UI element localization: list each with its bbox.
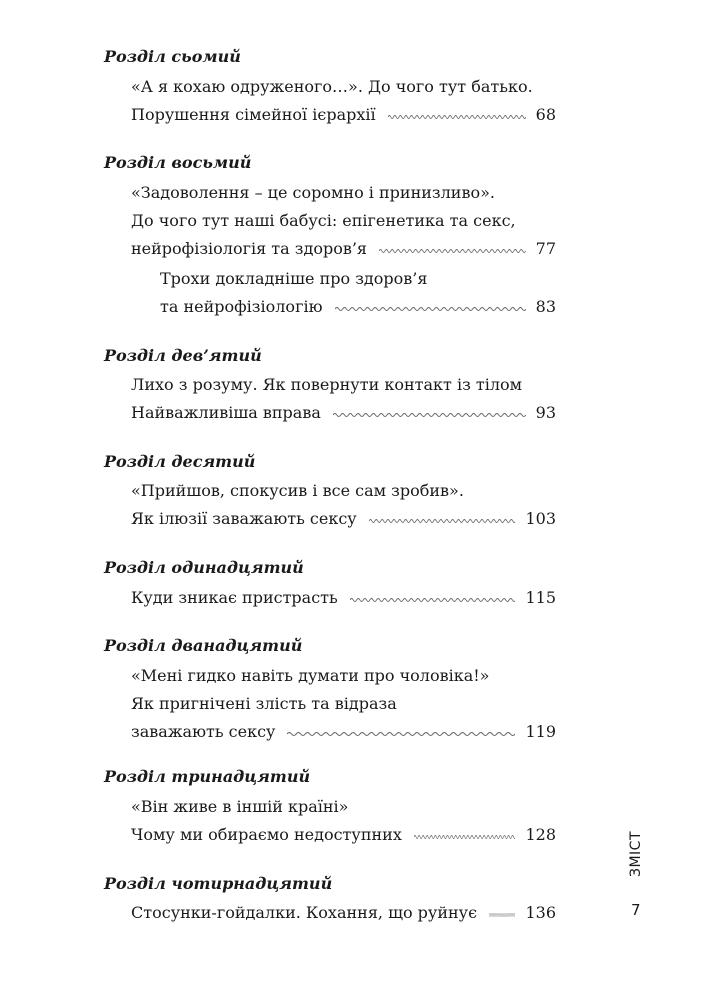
toc-entry: [131, 825, 556, 845]
subsection-line: Трохи докладніше про здоров’я: [160, 269, 428, 288]
entry-page-number: 103: [525, 509, 556, 528]
toc-entry: [131, 509, 556, 529]
chapter-heading: Розділ чотирнадцятий: [104, 874, 333, 893]
entry-page-number: 83: [535, 297, 556, 316]
leader: [489, 911, 515, 919]
wavy-leader-line: [335, 305, 526, 313]
entry-page-number: 93: [535, 403, 556, 422]
chapter-heading: Розділ дванадцятий: [104, 636, 303, 655]
chapter-subtitle-line: «Задоволення – це соромно і принизливо».: [131, 183, 495, 202]
entry-title: Порушення сімейної ієрархії: [131, 105, 376, 124]
wavy-leader-line: [369, 517, 516, 525]
wavy-leader-line: [333, 411, 526, 419]
chapter-heading: Розділ тринадцятий: [104, 767, 311, 786]
entry-page-number: 68: [535, 105, 556, 124]
chapter-heading: Розділ десятий: [104, 452, 256, 471]
toc-entry: [131, 588, 556, 608]
leader: [379, 247, 526, 255]
entry-title: Стосунки-гойдалки. Кохання, що руйнує: [131, 903, 478, 922]
toc-entry: [131, 403, 556, 423]
leader: [414, 833, 516, 841]
leader: [335, 305, 526, 313]
toc-entry: [131, 903, 556, 923]
leader: [287, 730, 515, 738]
toc-entry: [131, 105, 556, 125]
entry-page-number: 119: [525, 722, 556, 741]
entry-title: та нейрофізіологію: [160, 297, 323, 316]
wavy-leader-line: [350, 596, 516, 604]
toc-entry: [131, 239, 556, 259]
chapter-heading: Розділ сьомий: [104, 47, 241, 66]
wavy-leader-line: [287, 730, 515, 738]
chapter-subtitle-line: Лихо з розуму. Як повернути контакт із тілом: [131, 375, 523, 394]
chapter-heading: Розділ восьмий: [104, 153, 252, 172]
entry-title: заважають сексу: [131, 722, 276, 741]
wavy-leader-line: [379, 247, 526, 255]
entry-title: Чому ми обираємо недоступних: [131, 825, 402, 844]
chapter-subtitle-line: «А я кохаю одруженого…». До чого тут батько.: [131, 77, 533, 96]
chapter-subtitle-line: «Прийшов, спокусив і все сам зробив».: [131, 481, 464, 500]
entry-page-number: 128: [525, 825, 556, 844]
chapter-subtitle-line: «Мені гидко навіть думати про чоловіка!»: [131, 666, 490, 685]
wavy-leader-line: [489, 911, 515, 919]
leader: [350, 596, 516, 604]
entry-title: Як ілюзії заважають сексу: [131, 509, 357, 528]
chapter-heading: Розділ одинадцятий: [104, 558, 304, 577]
chapter-subtitle-line: Як пригнічені злість та відраза: [131, 694, 397, 713]
entry-page-number: 136: [525, 903, 556, 922]
toc-subentry: [160, 297, 556, 317]
chapter-subtitle-line: «Він живе в іншій країні»: [131, 797, 349, 816]
leader: [369, 517, 516, 525]
chapter-heading: Розділ дев’ятий: [104, 346, 262, 365]
entry-page-number: 115: [525, 588, 556, 607]
wavy-leader-line: [388, 113, 526, 121]
page-number: 7: [631, 901, 641, 919]
entry-title: Найважливіша вправа: [131, 403, 321, 422]
entry-title: Куди зникає пристрасть: [131, 588, 338, 607]
entry-page-number: 77: [535, 239, 556, 258]
section-side-label: ЗМІСТ: [628, 830, 644, 877]
chapter-subtitle-line: До чого тут наші бабусі: епігенетика та секс,: [131, 211, 516, 230]
wavy-leader-line: [414, 833, 516, 841]
leader: [333, 411, 526, 419]
toc-entry: [131, 722, 556, 742]
entry-title: нейрофізіологія та здоров’я: [131, 239, 368, 258]
leader: [388, 113, 526, 121]
